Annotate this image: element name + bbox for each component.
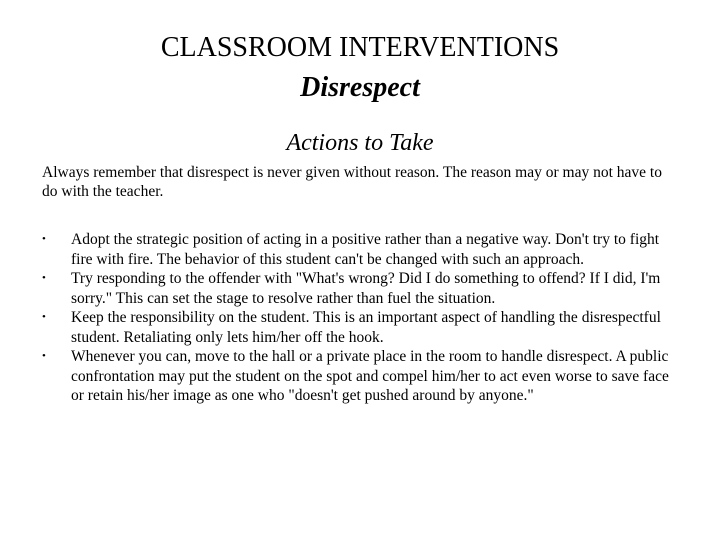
list-item xyxy=(42,269,682,308)
bullet-icon: • xyxy=(42,350,46,362)
list-item-text: Keep the responsibility on the student. This is an important aspect of handling the disrespectful student. Retaliating only lets him/her off the hook. xyxy=(71,309,661,346)
slide-subtitle: Disrespect xyxy=(300,72,420,103)
list-item-text: Try responding to the offender with "What's wrong? Did I do something to offend? If I did, I'm sorry." This can set the stage to resolve rather than fuel the situation. xyxy=(71,270,661,307)
list-item xyxy=(42,230,682,269)
bullet-icon: • xyxy=(42,311,46,323)
action-list xyxy=(42,230,682,406)
list-item xyxy=(42,308,682,347)
slide-title: CLASSROOM INTERVENTIONS xyxy=(160,32,560,63)
intro-paragraph: Always remember that disrespect is never given without reason. The reason may or may not have to do with the teacher. xyxy=(42,164,662,200)
bullet-icon: • xyxy=(42,233,46,245)
bullet-icon: • xyxy=(42,272,46,284)
list-item xyxy=(42,347,682,406)
section-heading: Actions to Take xyxy=(286,130,434,156)
list-item-text: Whenever you can, move to the hall or a private place in the room to handle disrespect. A public confrontation may put the student on the spot and compel him/her to act even worse to save face or retain his/her image as one who "doesn't get pushed around by anyone." xyxy=(71,348,669,404)
list-item-text: Adopt the strategic position of acting in a positive rather than a negative way. Don't try to fight fire with fire. The behavior of this student can't be changed with such an approach. xyxy=(71,231,660,268)
